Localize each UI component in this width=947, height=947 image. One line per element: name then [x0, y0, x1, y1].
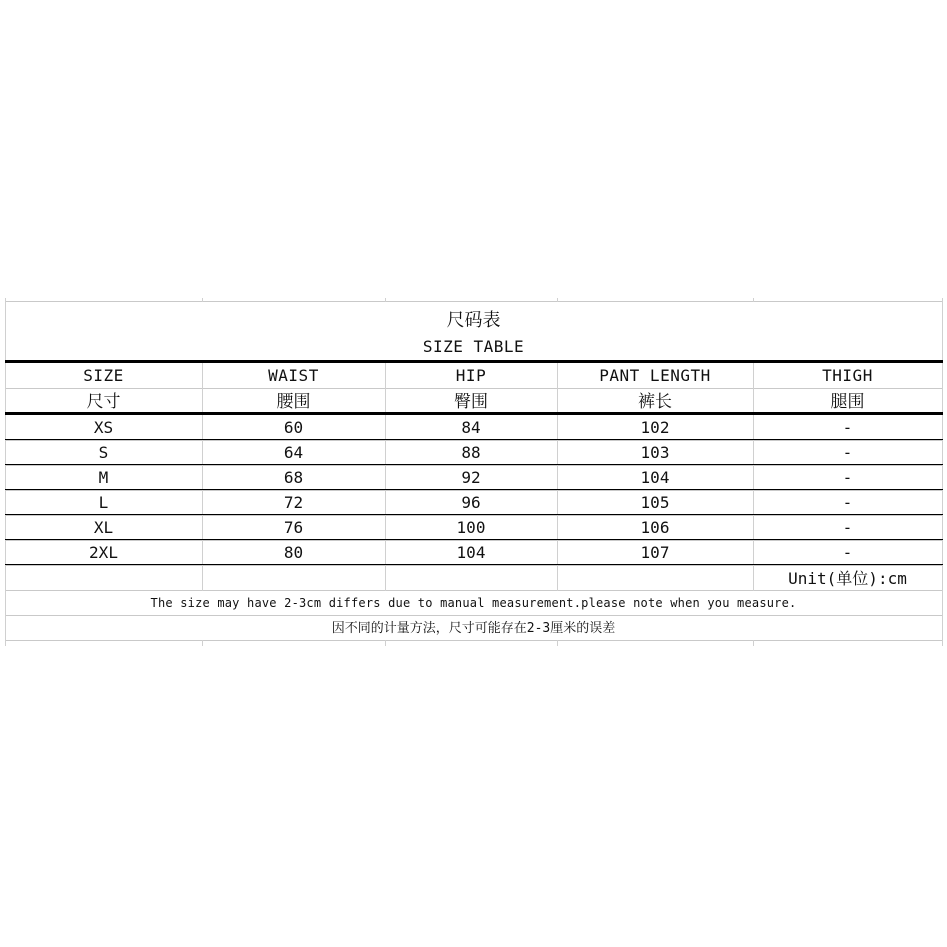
table-cell: 76 [283, 518, 304, 537]
gridline [5, 388, 943, 389]
gridline [557, 298, 558, 302]
gridline [385, 640, 386, 646]
table-cell: L [98, 493, 109, 512]
measurement-note-en: The size may have 2-3cm differs due to manual measurement.please note when you measure. [150, 596, 797, 610]
table-title-en: SIZE TABLE [422, 337, 525, 356]
column-header-thigh: THIGH [822, 366, 873, 385]
table-cell: XL [93, 518, 114, 537]
table-cell: 84 [461, 418, 481, 437]
row-divider [5, 564, 943, 565]
row-divider [5, 514, 943, 515]
table-cell: 88 [461, 443, 481, 462]
table-cell: 104 [456, 543, 486, 562]
table-cell: 105 [640, 493, 670, 512]
gridline [753, 640, 754, 646]
measurement-note-cn: 因不同的计量方法，尺寸可能存在2-3厘米的误差 [331, 620, 616, 636]
table-cell: - [842, 493, 853, 512]
table-cell: XS [93, 418, 114, 437]
table-cell: - [842, 468, 853, 487]
gridline [5, 490, 943, 491]
table-cell: 72 [283, 493, 304, 512]
table-cell: S [98, 443, 109, 462]
table-title-cn: 尺码表 [446, 310, 501, 331]
gridline [753, 298, 754, 302]
table-cell: 103 [640, 443, 670, 462]
row-divider [5, 464, 943, 465]
gridline [5, 465, 943, 466]
table-cell: 92 [461, 468, 481, 487]
column-header-hip-cn: 臀围 [454, 391, 488, 412]
column-header-waist: WAIST [268, 366, 319, 385]
header-top-rule [5, 360, 943, 363]
gridline [385, 298, 386, 302]
table-cell: - [842, 543, 853, 562]
table-cell: - [842, 418, 853, 437]
table-cell: - [842, 518, 853, 537]
column-header-hip: HIP [455, 366, 487, 385]
gridline [5, 640, 943, 641]
gridline [5, 540, 943, 541]
gridline [5, 565, 943, 566]
table-cell: M [98, 468, 109, 487]
table-cell: 2XL [89, 543, 118, 562]
gridline [5, 301, 943, 302]
column-header-size-cn: 尺寸 [86, 391, 121, 412]
column-header-waist-cn: 腰围 [276, 391, 311, 412]
column-header-thigh-cn: 腿围 [830, 391, 865, 412]
table-cell: 60 [283, 418, 304, 437]
gridline [5, 515, 943, 516]
gridline [5, 615, 943, 616]
table-cell: 104 [640, 468, 670, 487]
table-cell: 100 [456, 518, 486, 537]
column-header-pant-length-cn: 裤长 [638, 391, 672, 412]
table-cell: - [842, 443, 853, 462]
table-cell: 80 [283, 543, 304, 562]
column-header-pant-length: PANT LENGTH [599, 366, 711, 385]
table-cell: 96 [461, 493, 481, 512]
row-divider [5, 439, 943, 440]
gridline [942, 298, 943, 646]
row-divider [5, 539, 943, 540]
gridline [202, 298, 203, 302]
gridline [5, 440, 943, 441]
row-divider [5, 489, 943, 490]
gridline [202, 640, 203, 646]
gridline [557, 640, 558, 646]
unit-label: Unit(单位):cm [788, 569, 907, 588]
column-header-size: SIZE [83, 366, 124, 385]
gridline [5, 590, 943, 591]
table-cell: 106 [640, 518, 670, 537]
table-cell: 64 [283, 443, 304, 462]
table-cell: 107 [640, 543, 670, 562]
table-cell: 102 [640, 418, 670, 437]
table-cell: 68 [283, 468, 304, 487]
